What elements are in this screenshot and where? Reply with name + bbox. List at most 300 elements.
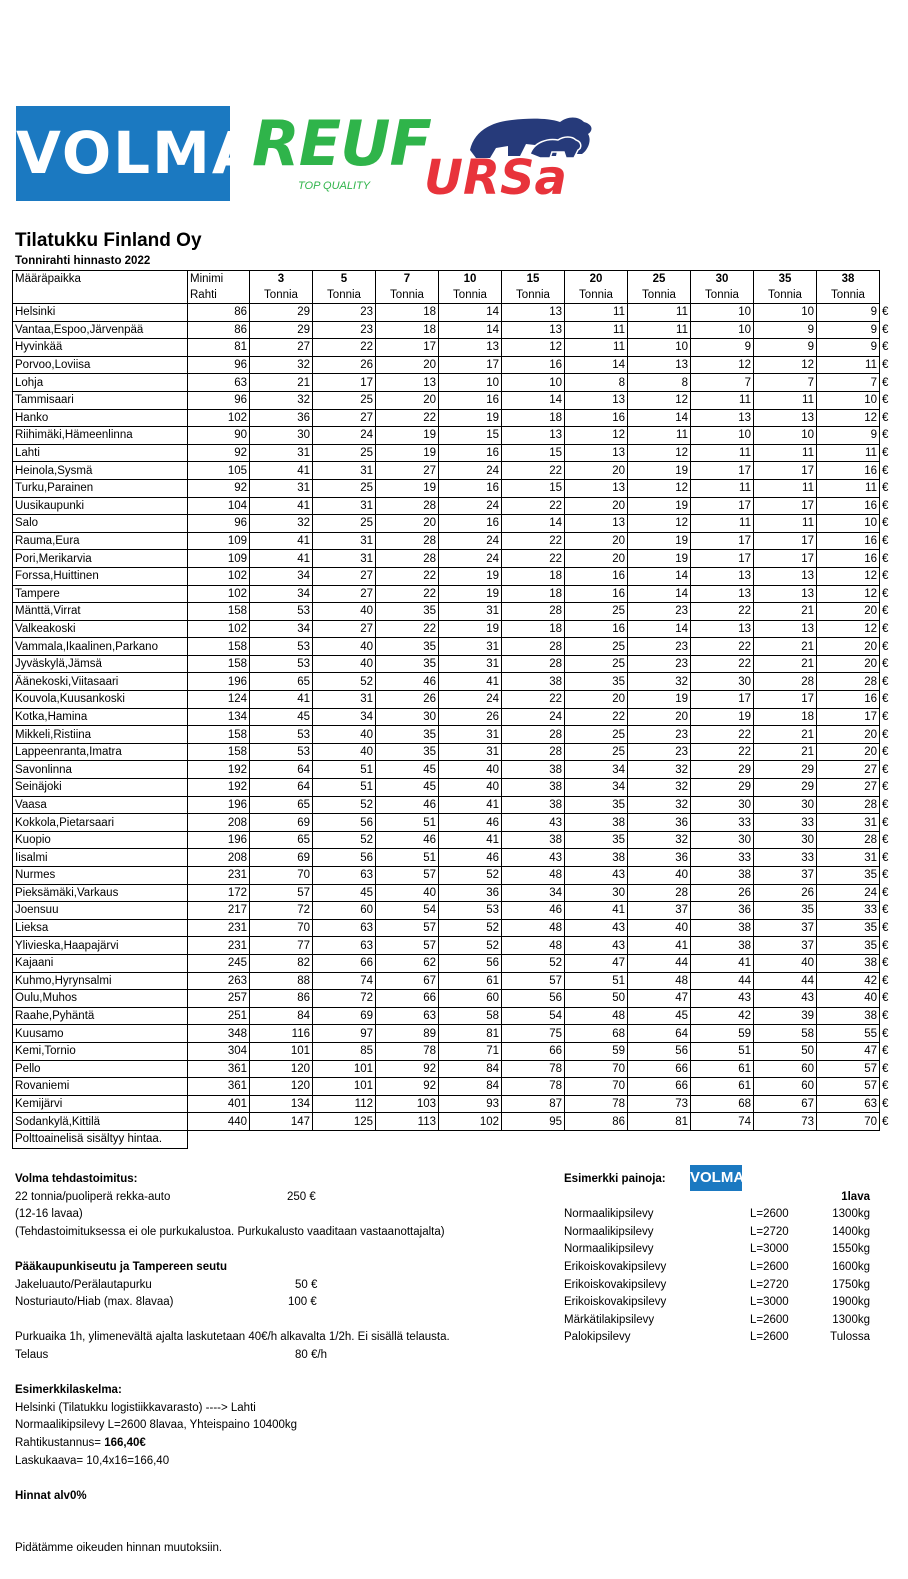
price-cell: 28 (817, 831, 880, 849)
price-cell: 17 (691, 497, 754, 515)
minimum-price-cell: 102 (188, 409, 250, 427)
pallet-weight: 1300kg (832, 1313, 870, 1326)
price-cell: 14 (502, 515, 565, 533)
price-cell: 38 (691, 937, 754, 955)
price-cell: 24 (313, 427, 376, 445)
price-cell: 27 (313, 620, 376, 638)
price-cell: 35 (754, 902, 817, 920)
price-cell: 40 (313, 638, 376, 656)
price-cell: 22 (376, 585, 439, 603)
price-cell: 43 (565, 867, 628, 885)
minimum-price-cell: 158 (188, 603, 250, 621)
price-cell: 103 (376, 1095, 439, 1113)
table-row (13, 726, 899, 744)
minimum-price-cell: 86 (188, 321, 250, 339)
price-cell: 52 (313, 796, 376, 814)
price-cell: 24 (817, 884, 880, 902)
destination-cell: Pori,Merikarvia (13, 550, 188, 568)
table-row (13, 655, 899, 673)
price-cell: 116 (250, 1025, 313, 1043)
telaus-label: Telaus (15, 1348, 49, 1361)
price-cell: 31 (439, 655, 502, 673)
price-cell: 19 (628, 550, 691, 568)
price-cell: 33 (817, 902, 880, 920)
table-row (13, 603, 899, 621)
price-cell: 42 (817, 972, 880, 990)
table-row (13, 743, 899, 761)
currency-symbol: € (882, 605, 889, 618)
price-cell: 66 (376, 990, 439, 1008)
price-cell: 15 (439, 427, 502, 445)
minimum-price-cell: 102 (188, 585, 250, 603)
price-cell: 63 (817, 1095, 880, 1113)
pallet-weight: 1600kg (832, 1260, 870, 1273)
price-cell: 41 (439, 673, 502, 691)
price-cell: 23 (628, 743, 691, 761)
currency-symbol: € (882, 341, 889, 354)
price-cell: 120 (250, 1078, 313, 1096)
currency-symbol: € (882, 922, 889, 935)
table-row (13, 937, 899, 955)
currency-symbol: € (882, 535, 889, 548)
table-row (13, 919, 899, 937)
currency-symbol: € (882, 798, 889, 811)
price-cell: 52 (439, 867, 502, 885)
price-cell: 14 (628, 409, 691, 427)
weights-title: Esimerkki painoja: (564, 1173, 666, 1185)
price-cell: 30 (376, 708, 439, 726)
price-cell: 25 (565, 726, 628, 744)
minimum-price-cell: 90 (188, 427, 250, 445)
price-cell: 38 (502, 796, 565, 814)
destination-cell: Seinäjoki (13, 779, 188, 797)
price-cell: 20 (817, 638, 880, 656)
reuf-logo (252, 107, 431, 202)
table-row (13, 479, 899, 497)
currency-symbol: € (882, 376, 889, 389)
price-cell: 10 (691, 304, 754, 322)
price-cell: 14 (565, 356, 628, 374)
price-cell: 25 (565, 603, 628, 621)
minimum-price-cell: 63 (188, 374, 250, 392)
unit-header: Tonnia (376, 287, 439, 304)
price-cell: 32 (628, 673, 691, 691)
destination-cell: Kokkola,Pietarsaari (13, 814, 188, 832)
price-cell: 18 (502, 620, 565, 638)
price-cell: 20 (376, 356, 439, 374)
minimum-header-2: Rahti (188, 287, 250, 304)
price-cell: 27 (817, 761, 880, 779)
price-cell: 28 (502, 726, 565, 744)
currency-symbol: € (882, 834, 889, 847)
price-cell: 26 (439, 708, 502, 726)
price-cell: 31 (250, 444, 313, 462)
price-cell: 28 (376, 497, 439, 515)
price-cell: 53 (250, 743, 313, 761)
table-row (13, 761, 899, 779)
price-cell: 52 (439, 937, 502, 955)
destination-cell: Savonlinna (13, 761, 188, 779)
price-cell: 13 (628, 356, 691, 374)
destination-cell: Tammisaari (13, 391, 188, 409)
price-cell: 13 (565, 444, 628, 462)
unit-header: Tonnia (502, 287, 565, 304)
destination-cell: Vaasa (13, 796, 188, 814)
volma-delivery-pallets: (12-16 lavaa) (15, 1208, 83, 1221)
price-cell: 10 (817, 515, 880, 533)
price-cell: 14 (628, 620, 691, 638)
price-cell: 12 (817, 567, 880, 585)
destination-header: Määräpaikka (13, 271, 188, 288)
minimum-price-cell: 192 (188, 779, 250, 797)
price-cell: 34 (250, 585, 313, 603)
volma-delivery-line (15, 1189, 535, 1207)
destination-cell: Turku,Parainen (13, 479, 188, 497)
price-cell: 65 (250, 673, 313, 691)
currency-symbol: € (882, 675, 889, 688)
table-footnote-row (13, 1130, 899, 1148)
price-cell: 18 (502, 409, 565, 427)
table-row (13, 1042, 899, 1060)
price-cell: 57 (502, 972, 565, 990)
freight-price-table (12, 270, 899, 1149)
table-row (13, 497, 899, 515)
price-cell: 56 (313, 814, 376, 832)
price-cell: 42 (691, 1007, 754, 1025)
minimum-header: Minimi (188, 271, 250, 288)
price-cell: 16 (817, 497, 880, 515)
price-cell: 25 (313, 479, 376, 497)
price-cell: 30 (754, 796, 817, 814)
price-cell: 36 (250, 409, 313, 427)
minimum-price-cell: 92 (188, 479, 250, 497)
price-cell: 16 (817, 462, 880, 480)
destination-cell: Kemijärvi (13, 1095, 188, 1113)
currency-symbol: € (882, 1115, 889, 1128)
currency-symbol: € (882, 394, 889, 407)
price-cell: 20 (565, 550, 628, 568)
table-row (13, 427, 899, 445)
table-row (13, 321, 899, 339)
price-cell: 32 (250, 356, 313, 374)
price-cell: 13 (502, 304, 565, 322)
price-cell: 40 (376, 884, 439, 902)
price-cell: 101 (313, 1078, 376, 1096)
table-row (13, 779, 899, 797)
weight-row (564, 1224, 884, 1242)
price-cell: 78 (376, 1042, 439, 1060)
price-cell: 43 (565, 919, 628, 937)
price-cell: 25 (313, 515, 376, 533)
minimum-price-cell: 109 (188, 550, 250, 568)
price-cell: 73 (754, 1113, 817, 1131)
price-cell: 33 (691, 849, 754, 867)
price-cell: 60 (754, 1078, 817, 1096)
weight-row (564, 1206, 884, 1224)
price-cell: 64 (250, 761, 313, 779)
price-cell: 38 (565, 849, 628, 867)
product-length: L=2720 (750, 1225, 789, 1238)
price-cell: 17 (376, 339, 439, 357)
table-row (13, 356, 899, 374)
price-cell: 20 (817, 655, 880, 673)
price-cell: 31 (439, 603, 502, 621)
currency-symbol: € (882, 306, 889, 319)
table-row (13, 532, 899, 550)
table-row (13, 1060, 899, 1078)
currency-symbol: € (882, 1010, 889, 1023)
unit-header: Tonnia (439, 287, 502, 304)
example-load: Normaalikipsilevy L=2600 8lavaa, Yhteispaino 10400kg (15, 1419, 298, 1432)
volma-small-logo: VOLMA (690, 1165, 742, 1191)
currency-symbol: € (882, 429, 889, 442)
metro-item (15, 1294, 535, 1312)
price-cell: 52 (439, 919, 502, 937)
price-cell: 16 (817, 691, 880, 709)
price-cell: 20 (565, 462, 628, 480)
price-cell: 53 (250, 655, 313, 673)
pallet-weight: 1900kg (832, 1296, 870, 1309)
destination-cell: Rauma,Eura (13, 532, 188, 550)
price-cell: 19 (628, 532, 691, 550)
price-cell: 81 (439, 1025, 502, 1043)
price-cell: 20 (376, 515, 439, 533)
minimum-price-cell: 105 (188, 462, 250, 480)
weight-header: 20 (565, 271, 628, 288)
price-cell: 38 (691, 867, 754, 885)
price-cell: 30 (691, 796, 754, 814)
price-cell: 92 (376, 1060, 439, 1078)
price-cell: 92 (376, 1078, 439, 1096)
price-cell: 18 (502, 567, 565, 585)
destination-cell: Kemi,Tornio (13, 1042, 188, 1060)
price-cell: 70 (250, 867, 313, 885)
price-cell: 31 (313, 497, 376, 515)
price-cell: 77 (250, 937, 313, 955)
price-cell: 35 (376, 655, 439, 673)
price-cell: 9 (754, 339, 817, 357)
price-cell: 53 (439, 902, 502, 920)
price-cell: 61 (439, 972, 502, 990)
price-cell: 8 (565, 374, 628, 392)
price-cell: 28 (376, 550, 439, 568)
currency-symbol: € (882, 570, 889, 583)
price-cell: 63 (376, 1007, 439, 1025)
price-cell: 14 (628, 585, 691, 603)
destination-cell: Salo (13, 515, 188, 533)
destination-cell: Kotka,Hamina (13, 708, 188, 726)
price-cell: 19 (628, 462, 691, 480)
price-cell: 13 (376, 374, 439, 392)
price-cell: 51 (313, 761, 376, 779)
minimum-price-cell: 245 (188, 954, 250, 972)
price-cell: 45 (376, 779, 439, 797)
volma-delivery-note: (Tehdastoimituksessa ei ole purkukalustoa. Purkukalusto vaaditaan vastaanottajalta) (15, 1225, 445, 1238)
currency-symbol: € (882, 552, 889, 565)
price-cell: 11 (628, 304, 691, 322)
price-cell: 31 (439, 726, 502, 744)
price-cell: 66 (628, 1060, 691, 1078)
destination-cell: Kajaani (13, 954, 188, 972)
price-cell: 35 (376, 638, 439, 656)
table-row (13, 638, 899, 656)
currency-symbol: € (882, 482, 889, 495)
price-cell: 11 (754, 515, 817, 533)
price-cell: 40 (628, 867, 691, 885)
price-cell: 35 (817, 937, 880, 955)
price-cell: 22 (691, 638, 754, 656)
product-length: L=3000 (750, 1243, 789, 1256)
price-cell: 22 (691, 743, 754, 761)
metro-item-price: 100 € (288, 1296, 317, 1309)
destination-cell: Lahti (13, 444, 188, 462)
weight-row (564, 1294, 884, 1312)
price-cell: 13 (691, 585, 754, 603)
price-cell: 17 (817, 708, 880, 726)
currency-symbol: € (882, 411, 889, 424)
table-row (13, 462, 899, 480)
price-cell: 24 (439, 532, 502, 550)
table-row (13, 867, 899, 885)
pallet-weight: 1550kg (832, 1243, 870, 1256)
weight-header: 3 (250, 271, 313, 288)
price-cell: 89 (376, 1025, 439, 1043)
price-cell: 44 (754, 972, 817, 990)
price-cell: 46 (376, 831, 439, 849)
price-cell: 21 (754, 603, 817, 621)
price-cell: 17 (754, 532, 817, 550)
price-cell: 59 (565, 1042, 628, 1060)
price-cell: 30 (754, 831, 817, 849)
minimum-price-cell: 102 (188, 620, 250, 638)
table-row (13, 954, 899, 972)
price-cell: 14 (439, 321, 502, 339)
destination-cell: Lohja (13, 374, 188, 392)
metro-item-label: Jakeluauto/Perälautapurku (15, 1278, 152, 1291)
destination-cell: Vantaa,Espoo,Järvenpää (13, 321, 188, 339)
weight-row (564, 1329, 884, 1347)
price-cell: 37 (754, 937, 817, 955)
price-cell: 48 (502, 937, 565, 955)
minimum-price-cell: 208 (188, 849, 250, 867)
delivery-info (15, 1171, 535, 1558)
destination-cell: Pieksämäki,Varkaus (13, 884, 188, 902)
currency-symbol: € (882, 693, 889, 706)
price-cell: 22 (502, 550, 565, 568)
minimum-price-cell: 231 (188, 919, 250, 937)
price-cell: 43 (691, 990, 754, 1008)
destination-cell: Kuopio (13, 831, 188, 849)
price-cell: 12 (502, 339, 565, 357)
price-cell: 58 (754, 1025, 817, 1043)
price-cell: 78 (502, 1078, 565, 1096)
price-cell: 13 (502, 321, 565, 339)
price-cell: 41 (250, 691, 313, 709)
price-cell: 20 (565, 497, 628, 515)
price-cell: 46 (502, 902, 565, 920)
company-name: Tilatukku Finland Oy (15, 230, 202, 251)
destination-cell: Lappeenranta,Imatra (13, 743, 188, 761)
price-cell: 24 (439, 497, 502, 515)
minimum-price-cell: 96 (188, 391, 250, 409)
table-row (13, 884, 899, 902)
table-row (13, 620, 899, 638)
price-cell: 35 (817, 919, 880, 937)
destination-cell: Lieksa (13, 919, 188, 937)
price-cell: 31 (313, 462, 376, 480)
price-cell: 40 (754, 954, 817, 972)
price-cell: 18 (754, 708, 817, 726)
table-row (13, 409, 899, 427)
minimum-price-cell: 263 (188, 972, 250, 990)
price-cell: 29 (691, 779, 754, 797)
price-cell: 20 (376, 391, 439, 409)
price-cell: 27 (376, 462, 439, 480)
price-cell: 53 (250, 726, 313, 744)
price-cell: 68 (565, 1025, 628, 1043)
price-cell: 32 (628, 796, 691, 814)
currency-symbol: € (882, 781, 889, 794)
price-cell: 13 (565, 479, 628, 497)
price-cell: 26 (376, 691, 439, 709)
weight-header: 7 (376, 271, 439, 288)
destination-cell: Vammala,Ikaalinen,Parkano (13, 638, 188, 656)
fuel-surcharge-note: Polttoainelisä sisältyy hintaa. (13, 1130, 188, 1148)
price-cell: 72 (250, 902, 313, 920)
metro-title: Pääkaupunkiseutu ja Tampereen seutu (15, 1260, 227, 1273)
price-cell: 48 (502, 867, 565, 885)
price-cell: 9 (817, 427, 880, 445)
price-cell: 67 (754, 1095, 817, 1113)
price-cell: 31 (817, 814, 880, 832)
price-cell: 17 (691, 462, 754, 480)
price-cell: 19 (439, 585, 502, 603)
currency-symbol: € (882, 957, 889, 970)
price-cell: 27 (817, 779, 880, 797)
price-cell: 56 (502, 990, 565, 1008)
product-name: Erikoiskovakipsilevy (564, 1278, 667, 1291)
currency-symbol: € (882, 710, 889, 723)
unloading-terms: Purkuaika 1h, ylimenevältä ajalta laskutetaan 40€/h alkavalta 1/2h. Ei sisällä telausta. (15, 1331, 450, 1344)
price-cell: 19 (439, 409, 502, 427)
price-cell: 69 (250, 849, 313, 867)
price-cell: 53 (250, 603, 313, 621)
price-cell: 56 (439, 954, 502, 972)
price-cell: 22 (502, 532, 565, 550)
unit-header: Tonnia (691, 287, 754, 304)
price-cell: 36 (691, 902, 754, 920)
price-cell: 41 (250, 497, 313, 515)
table-row (13, 990, 899, 1008)
price-cell: 13 (565, 391, 628, 409)
price-cell: 50 (565, 990, 628, 1008)
weight-header: 25 (628, 271, 691, 288)
price-cell: 26 (691, 884, 754, 902)
product-name: Erikoiskovakipsilevy (564, 1296, 667, 1309)
price-cell: 33 (691, 814, 754, 832)
destination-cell: Raahe,Pyhäntä (13, 1007, 188, 1025)
minimum-price-cell: 257 (188, 990, 250, 1008)
price-cell: 36 (628, 849, 691, 867)
currency-symbol: € (882, 992, 889, 1005)
price-cell: 9 (817, 304, 880, 322)
price-cell: 11 (565, 304, 628, 322)
minimum-price-cell: 158 (188, 726, 250, 744)
pallet-weight: 1400kg (832, 1225, 870, 1238)
currency-symbol: € (882, 763, 889, 776)
price-cell: 13 (754, 409, 817, 427)
price-cell: 46 (439, 814, 502, 832)
